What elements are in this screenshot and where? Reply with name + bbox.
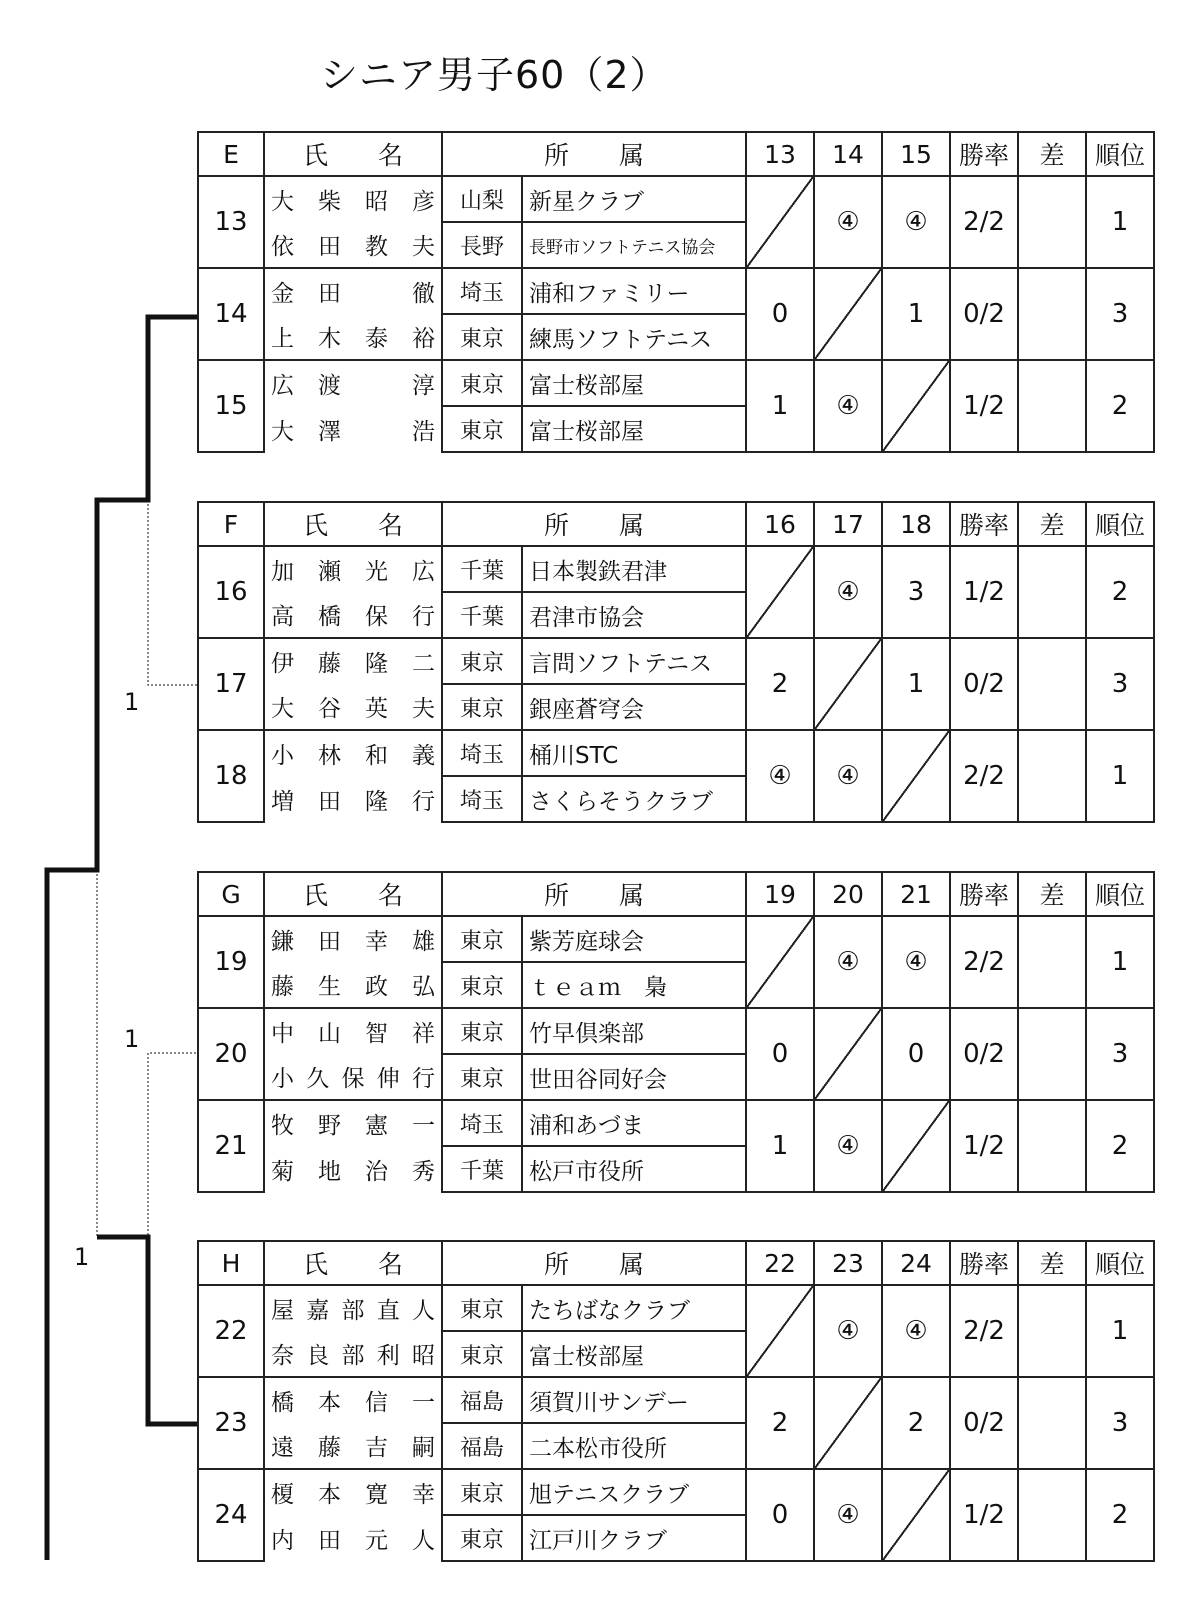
entry-number: 14 xyxy=(198,268,264,360)
bracket-line-h xyxy=(97,1237,197,1424)
match-result: 1 xyxy=(746,360,814,452)
player-name: 大谷英夫 xyxy=(264,684,442,730)
player-prefecture: 山梨 xyxy=(442,176,522,222)
entry-number: 24 xyxy=(198,1469,264,1561)
league-table-F xyxy=(197,501,1153,823)
entry-number: 21 xyxy=(198,1100,264,1192)
player-prefecture: 東京 xyxy=(442,406,522,452)
player-name: 藤生政弘 xyxy=(264,962,442,1008)
player-prefecture: 東京 xyxy=(442,638,522,684)
self-match-cell xyxy=(746,546,814,638)
player-name: 伊藤隆二 xyxy=(264,638,442,684)
table-row xyxy=(198,1008,1154,1054)
header-winrate: 勝率 xyxy=(950,132,1018,176)
point-diff xyxy=(1018,176,1086,268)
table-row xyxy=(198,638,1154,684)
win-rate: 1/2 xyxy=(950,1469,1018,1561)
header-name: 氏 名 xyxy=(264,872,442,916)
win-rate: 1/2 xyxy=(950,360,1018,452)
entry-number: 23 xyxy=(198,1377,264,1469)
match-result: 2 xyxy=(746,638,814,730)
player-prefecture: 千葉 xyxy=(442,592,522,638)
match-result: 0 xyxy=(746,1008,814,1100)
self-match-cell xyxy=(882,730,950,822)
player-club: 世田谷同好会 xyxy=(522,1054,746,1100)
player-name: 屋嘉部直人 xyxy=(264,1285,442,1331)
win-rate: 2/2 xyxy=(950,730,1018,822)
player-name: 牧野憲一 xyxy=(264,1100,442,1146)
rank: 2 xyxy=(1086,1100,1154,1192)
header-opponent-no: 14 xyxy=(814,132,882,176)
bracket-line-f xyxy=(148,500,197,685)
player-club: さくらそうクラブ xyxy=(522,776,746,822)
header-winrate: 勝率 xyxy=(950,502,1018,546)
header-row xyxy=(198,872,1154,916)
header-diff: 差 xyxy=(1018,502,1086,546)
match-result: ④ xyxy=(814,1469,882,1561)
header-opponent-no: 20 xyxy=(814,872,882,916)
entry-number: 20 xyxy=(198,1008,264,1100)
match-result: 0 xyxy=(746,1469,814,1561)
bracket-line-g xyxy=(97,870,197,1237)
tournament-bracket xyxy=(0,0,200,1613)
rank: 3 xyxy=(1086,1377,1154,1469)
header-rank: 順位 xyxy=(1086,1241,1154,1285)
match-result: 2 xyxy=(882,1377,950,1469)
entry-number: 19 xyxy=(198,916,264,1008)
table-row xyxy=(198,546,1154,592)
match-result: ④ xyxy=(814,1100,882,1192)
player-club: 日本製鉄君津 xyxy=(522,546,746,592)
self-match-cell xyxy=(746,176,814,268)
self-match-cell xyxy=(882,360,950,452)
header-name: 氏 名 xyxy=(264,1241,442,1285)
player-prefecture: 東京 xyxy=(442,1054,522,1100)
header-opponent-no: 19 xyxy=(746,872,814,916)
header-affiliation: 所 属 xyxy=(442,872,746,916)
bracket-label: 1 xyxy=(74,1243,90,1271)
player-prefecture: 埼玉 xyxy=(442,1100,522,1146)
point-diff xyxy=(1018,360,1086,452)
table-row xyxy=(198,268,1154,314)
player-club: 富士桜部屋 xyxy=(522,406,746,452)
self-match-cell xyxy=(746,916,814,1008)
table-row xyxy=(198,1285,1154,1331)
player-club: 須賀川サンデー xyxy=(522,1377,746,1423)
table-row xyxy=(198,360,1154,406)
win-rate: 0/2 xyxy=(950,638,1018,730)
player-club: たちばなクラブ xyxy=(522,1285,746,1331)
player-prefecture: 東京 xyxy=(442,1469,522,1515)
player-prefecture: 東京 xyxy=(442,1515,522,1561)
header-opponent-no: 15 xyxy=(882,132,950,176)
player-name: 大柴昭彦 xyxy=(264,176,442,222)
self-match-cell xyxy=(814,638,882,730)
player-club: 富士桜部屋 xyxy=(522,1331,746,1377)
rank: 1 xyxy=(1086,176,1154,268)
player-club: 練馬ソフトテニス xyxy=(522,314,746,360)
header-affiliation: 所 属 xyxy=(442,132,746,176)
win-rate: 2/2 xyxy=(950,176,1018,268)
entry-number: 17 xyxy=(198,638,264,730)
player-name: 増田隆行 xyxy=(264,776,442,822)
table-row xyxy=(198,1469,1154,1515)
bracket-label: 1 xyxy=(124,1025,140,1053)
match-result: 0 xyxy=(882,1008,950,1100)
self-match-cell xyxy=(814,1008,882,1100)
player-club: 言問ソフトテニス xyxy=(522,638,746,684)
header-winrate: 勝率 xyxy=(950,872,1018,916)
player-name: 小林和義 xyxy=(264,730,442,776)
player-name: 内田元人 xyxy=(264,1515,442,1561)
player-name: 菊地治秀 xyxy=(264,1146,442,1192)
player-prefecture: 福島 xyxy=(442,1423,522,1469)
win-rate: 0/2 xyxy=(950,1377,1018,1469)
player-name: 加瀬光広 xyxy=(264,546,442,592)
player-name: 中山智祥 xyxy=(264,1008,442,1054)
group-label: G xyxy=(198,872,264,916)
header-diff: 差 xyxy=(1018,132,1086,176)
match-result: ④ xyxy=(814,176,882,268)
header-opponent-no: 23 xyxy=(814,1241,882,1285)
rank: 2 xyxy=(1086,1469,1154,1561)
header-name: 氏 名 xyxy=(264,502,442,546)
player-name: 大澤 浩 xyxy=(264,406,442,452)
player-prefecture: 東京 xyxy=(442,1331,522,1377)
header-diff: 差 xyxy=(1018,872,1086,916)
league-table-G xyxy=(197,871,1153,1193)
match-result: ④ xyxy=(746,730,814,822)
self-match-cell xyxy=(814,1377,882,1469)
match-result: ④ xyxy=(882,916,950,1008)
player-prefecture: 埼玉 xyxy=(442,776,522,822)
player-name: 鎌田幸雄 xyxy=(264,916,442,962)
player-prefecture: 東京 xyxy=(442,916,522,962)
league-table-E xyxy=(197,131,1153,453)
rank: 3 xyxy=(1086,268,1154,360)
player-club: 富士桜部屋 xyxy=(522,360,746,406)
group-label: H xyxy=(198,1241,264,1285)
page-title: シニア男子60（2） xyxy=(320,53,669,97)
player-club: 浦和あづま xyxy=(522,1100,746,1146)
player-club: 旭テニスクラブ xyxy=(522,1469,746,1515)
player-prefecture: 東京 xyxy=(442,314,522,360)
point-diff xyxy=(1018,1285,1086,1377)
entry-number: 18 xyxy=(198,730,264,822)
rank: 2 xyxy=(1086,360,1154,452)
point-diff xyxy=(1018,916,1086,1008)
match-result: ④ xyxy=(814,730,882,822)
player-prefecture: 東京 xyxy=(442,1285,522,1331)
player-prefecture: 東京 xyxy=(442,962,522,1008)
player-name: 遠藤吉嗣 xyxy=(264,1423,442,1469)
header-opponent-no: 18 xyxy=(882,502,950,546)
header-opponent-no: 24 xyxy=(882,1241,950,1285)
player-club: 江戸川クラブ xyxy=(522,1515,746,1561)
group-label: E xyxy=(198,132,264,176)
player-name: 金田 徹 xyxy=(264,268,442,314)
win-rate: 2/2 xyxy=(950,916,1018,1008)
player-club: 紫芳庭球会 xyxy=(522,916,746,962)
player-name: 榎本寛幸 xyxy=(264,1469,442,1515)
header-opponent-no: 22 xyxy=(746,1241,814,1285)
player-club: 君津市協会 xyxy=(522,592,746,638)
point-diff xyxy=(1018,268,1086,360)
player-prefecture: 福島 xyxy=(442,1377,522,1423)
table-row xyxy=(198,730,1154,776)
point-diff xyxy=(1018,1377,1086,1469)
match-result: ④ xyxy=(882,1285,950,1377)
entry-number: 22 xyxy=(198,1285,264,1377)
entry-number: 16 xyxy=(198,546,264,638)
self-match-cell xyxy=(882,1469,950,1561)
rank: 3 xyxy=(1086,1008,1154,1100)
win-rate: 0/2 xyxy=(950,1008,1018,1100)
player-name: 橋本信一 xyxy=(264,1377,442,1423)
rank: 1 xyxy=(1086,730,1154,822)
point-diff xyxy=(1018,546,1086,638)
header-diff: 差 xyxy=(1018,1241,1086,1285)
rank: 3 xyxy=(1086,638,1154,730)
player-club: 竹早倶楽部 xyxy=(522,1008,746,1054)
player-name: 高橋保行 xyxy=(264,592,442,638)
player-name: 広渡 淳 xyxy=(264,360,442,406)
header-row xyxy=(198,502,1154,546)
match-result: ④ xyxy=(814,546,882,638)
table-row xyxy=(198,916,1154,962)
win-rate: 1/2 xyxy=(950,1100,1018,1192)
header-rank: 順位 xyxy=(1086,872,1154,916)
bracket-label: 1 xyxy=(124,688,140,716)
player-name: 奈良部利昭 xyxy=(264,1331,442,1377)
player-prefecture: 東京 xyxy=(442,1008,522,1054)
player-club: 新星クラブ xyxy=(522,176,746,222)
match-result: ④ xyxy=(814,916,882,1008)
rank: 1 xyxy=(1086,1285,1154,1377)
player-club: 松戸市役所 xyxy=(522,1146,746,1192)
player-prefecture: 長野 xyxy=(442,222,522,268)
table-row xyxy=(198,176,1154,222)
point-diff xyxy=(1018,1100,1086,1192)
point-diff xyxy=(1018,1469,1086,1561)
player-club: 銀座蒼穹会 xyxy=(522,684,746,730)
player-name: 小久保伸行 xyxy=(264,1054,442,1100)
player-prefecture: 東京 xyxy=(442,360,522,406)
player-club: ｔｅａｍ 梟 xyxy=(522,962,746,1008)
header-row xyxy=(198,132,1154,176)
player-prefecture: 埼玉 xyxy=(442,730,522,776)
bracket-line-e xyxy=(47,317,197,1560)
match-result: 2 xyxy=(746,1377,814,1469)
win-rate: 0/2 xyxy=(950,268,1018,360)
match-result: ④ xyxy=(882,176,950,268)
group-label: F xyxy=(198,502,264,546)
match-result: 1 xyxy=(882,268,950,360)
match-result: 0 xyxy=(746,268,814,360)
entry-number: 13 xyxy=(198,176,264,268)
entry-number: 15 xyxy=(198,360,264,452)
win-rate: 1/2 xyxy=(950,546,1018,638)
player-club: 二本松市役所 xyxy=(522,1423,746,1469)
point-diff xyxy=(1018,638,1086,730)
player-prefecture: 千葉 xyxy=(442,546,522,592)
self-match-cell xyxy=(814,268,882,360)
player-name: 依田教夫 xyxy=(264,222,442,268)
player-name: 上木泰裕 xyxy=(264,314,442,360)
self-match-cell xyxy=(882,1100,950,1192)
header-row xyxy=(198,1241,1154,1285)
player-club: 桶川STC xyxy=(522,730,746,776)
point-diff xyxy=(1018,1008,1086,1100)
point-diff xyxy=(1018,730,1086,822)
league-table-H xyxy=(197,1240,1153,1562)
match-result: 1 xyxy=(746,1100,814,1192)
match-result: 3 xyxy=(882,546,950,638)
header-name: 氏 名 xyxy=(264,132,442,176)
header-rank: 順位 xyxy=(1086,502,1154,546)
header-opponent-no: 13 xyxy=(746,132,814,176)
header-winrate: 勝率 xyxy=(950,1241,1018,1285)
match-result: ④ xyxy=(814,360,882,452)
rank: 2 xyxy=(1086,546,1154,638)
table-row xyxy=(198,1100,1154,1146)
player-prefecture: 埼玉 xyxy=(442,268,522,314)
player-club: 浦和ファミリー xyxy=(522,268,746,314)
table-row xyxy=(198,1377,1154,1423)
rank: 1 xyxy=(1086,916,1154,1008)
self-match-cell xyxy=(746,1285,814,1377)
player-club: 長野市ソフトテニス協会 xyxy=(522,222,746,268)
match-result: ④ xyxy=(814,1285,882,1377)
header-opponent-no: 16 xyxy=(746,502,814,546)
header-affiliation: 所 属 xyxy=(442,502,746,546)
player-prefecture: 東京 xyxy=(442,684,522,730)
win-rate: 2/2 xyxy=(950,1285,1018,1377)
header-rank: 順位 xyxy=(1086,132,1154,176)
header-opponent-no: 17 xyxy=(814,502,882,546)
player-prefecture: 千葉 xyxy=(442,1146,522,1192)
match-result: 1 xyxy=(882,638,950,730)
header-opponent-no: 21 xyxy=(882,872,950,916)
header-affiliation: 所 属 xyxy=(442,1241,746,1285)
